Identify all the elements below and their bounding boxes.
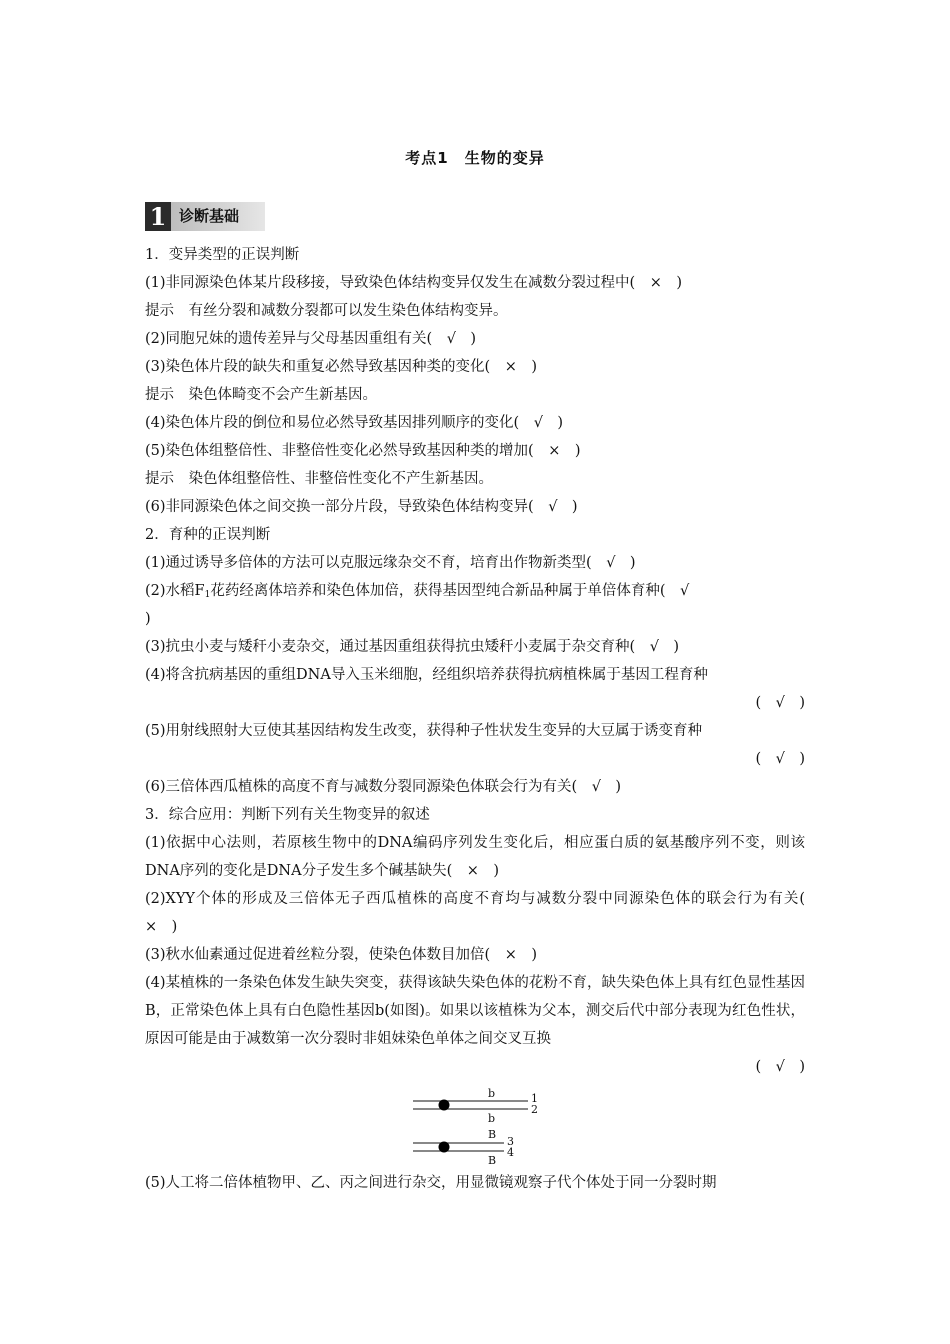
question-3-2: (2)XYY个体的形成及三倍体无子西瓜植株的高度不育均与减数分裂中同源染色体的联会行为有关( × )	[145, 891, 820, 935]
question-1-6: (6)非同源染色体之间交换一部分片段，导致染色体结构变异( √ )	[145, 499, 578, 515]
gene-label-B-bottom: B	[488, 1154, 497, 1167]
question-2-1: (1)通过诱导多倍体的方法可以克服远缘杂交不育，培育出作物新类型( √ )	[145, 555, 636, 571]
tip-1-5: 提示 染色体组整倍性、非整倍性变化不产生新基因。	[145, 471, 493, 487]
question-2-5-mark: ( √ )	[755, 751, 805, 767]
question-2-4-mark: ( √ )	[755, 695, 805, 711]
chromatid-number-1: 1	[531, 1092, 538, 1105]
section-badge	[145, 202, 265, 231]
question-1-5: (5)染色体组整倍性、非整倍性变化必然导致基因种类的增加( × )	[145, 443, 581, 459]
question-1-2: (2)同胞兄妹的遗传差异与父母基因重组有关( √ )	[145, 331, 477, 347]
heading-3: 3．综合应用：判断下列有关生物变异的叙述	[145, 807, 430, 823]
question-2-2-subscript: 1	[204, 590, 211, 600]
question-2-5: (5)用射线照射大豆使其基因结构发生改变，获得种子性状发生变异的大豆属于诱变育种	[145, 723, 703, 739]
section-label: 诊断基础	[171, 202, 265, 231]
chromatid-number-3: 3	[507, 1135, 514, 1148]
gene-label-b-top: b	[488, 1087, 496, 1100]
question-3-1: (1)依据中心法则，若原核生物中的DNA编码序列发生变化后，相应蛋白质的氨基酸序列不变，则该DNA序列的变化是DNA分子发生多个碱基缺失( × )	[145, 835, 805, 879]
section-number: 1	[145, 202, 171, 231]
question-2-3: (3)抗虫小麦与矮秆小麦杂交，通过基因重组获得抗虫矮秆小麦属于杂交育种( √ )	[145, 639, 680, 655]
tip-1-3: 提示 染色体畸变不会产生新基因。	[145, 387, 377, 403]
question-1-3: (3)染色体片段的缺失和重复必然导致基因种类的变化( × )	[145, 359, 538, 375]
chromatid-number-4: 4	[507, 1146, 514, 1159]
question-3-4: (4)某植株的一条染色体发生缺失突变，获得该缺失染色体的花粉不育，缺失染色体上具有红色显性基因B，正常染色体上具有白色隐性基因b(如图)。如果以该植株为父本，测交后代中部分表现为红色性状，原因可能是由于减数第一次分裂时非姐妹染色单体之间交叉互换	[145, 975, 805, 1047]
question-3-4-mark: ( √ )	[755, 1059, 805, 1075]
question-3-5: (5)人工将二倍体植物甲、乙、丙之间进行杂交，用显微镜观察子代个体处于同一分裂时期	[145, 1175, 717, 1191]
question-2-2-part-b: 花药经离体培养和染色体加倍，获得基因型纯合新品种属于单倍体育种( √	[210, 583, 690, 599]
page-title: 考点1 生物的变异	[405, 149, 545, 167]
centromere-bottom	[439, 1142, 450, 1153]
question-list	[145, 241, 820, 1197]
gene-label-B-top: B	[488, 1128, 497, 1141]
question-2-2	[145, 577, 805, 605]
question-2-6: (6)三倍体西瓜植株的高度不育与减数分裂同源染色体联会行为有关( √ )	[145, 779, 622, 795]
chromosome-figure	[410, 1085, 550, 1169]
chromosome-diagram	[145, 1081, 805, 1169]
tip-1-1: 提示 有丝分裂和减数分裂都可以发生染色体结构变异。	[145, 303, 508, 319]
chromatid-number-2: 2	[531, 1103, 538, 1116]
centromere-top	[439, 1100, 450, 1111]
heading-2: 2．育种的正误判断	[145, 527, 271, 543]
question-2-4: (4)将含抗病基因的重组DNA导入玉米细胞，经组织培养获得抗病植株属于基因工程育种	[145, 667, 708, 683]
question-1-1: (1)非同源染色体某片段移接，导致染色体结构变异仅发生在减数分裂过程中( × )	[145, 275, 682, 291]
gene-label-b-bottom: b	[488, 1112, 496, 1125]
question-3-3: (3)秋水仙素通过促进着丝粒分裂，使染色体数目加倍( × )	[145, 947, 538, 963]
question-2-2-close: )	[145, 611, 151, 627]
question-2-2-part-a: (2)水稻F	[145, 583, 205, 599]
heading-1: 1．变异类型的正误判断	[145, 247, 300, 263]
question-1-4: (4)染色体片段的倒位和易位必然导致基因排列顺序的变化( √ )	[145, 415, 564, 431]
